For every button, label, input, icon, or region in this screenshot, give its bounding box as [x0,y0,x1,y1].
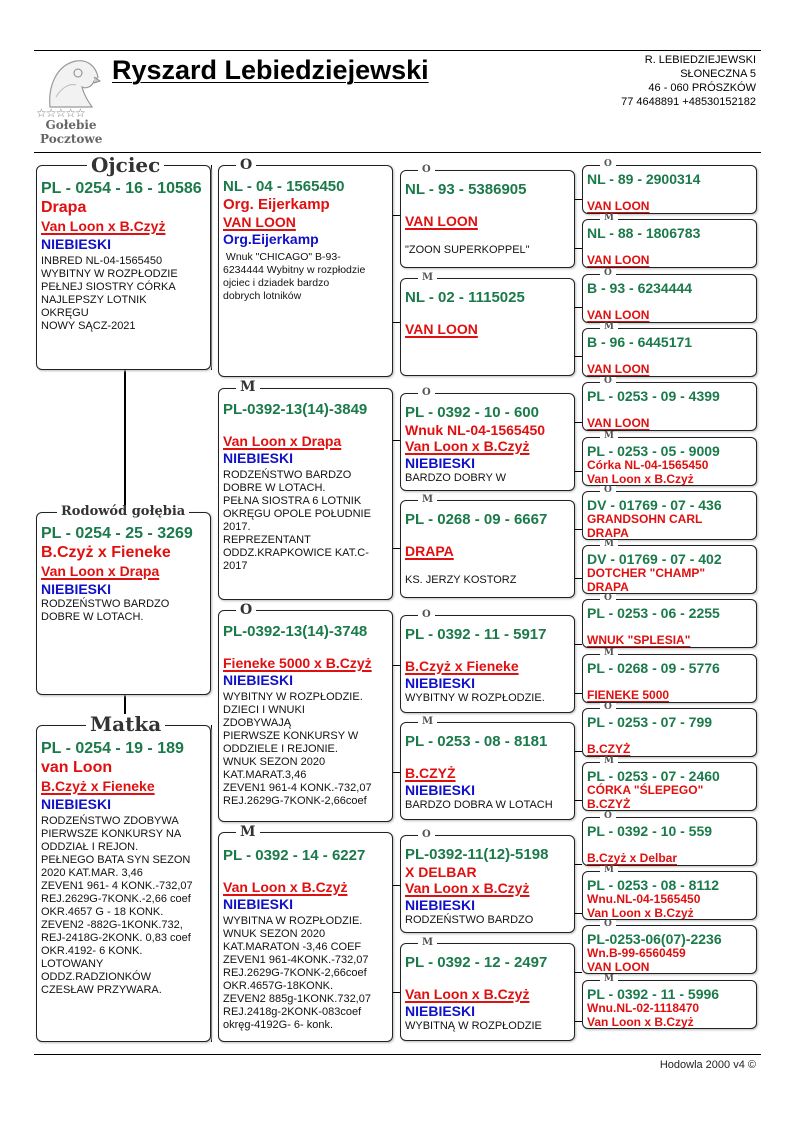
breed: DRAPA [587,526,629,540]
desc-line: ZEVEN2 885g-1KONK.732,07 [223,993,371,1005]
description [223,915,388,1032]
great-grandparent-card[interactable] [400,500,575,598]
sire-label: O [600,377,616,386]
desc-line: 2020 KAT.MAR. 3,46 [41,867,143,879]
desc-line: OKR.4657G-18KONK. [223,980,334,992]
desc-line: ZEVEN1 961- 4 KONK.-732,07 [41,880,193,892]
ring-number: PL - 0253 - 08 - 8112 [587,877,720,893]
great-great-grandparent-card[interactable] [582,165,757,214]
ring-number: PL-0392-11(12)-5198 [405,846,549,863]
desc-line: REPREZENTANT [223,534,311,546]
color: NIEBIESKI [405,455,476,471]
description: RODZEŃSTWO BARDZO [405,914,534,926]
software-credit: Hodowla 2000 v4 © [659,1059,756,1071]
mother-ring-number: PL - 0254 - 19 - 189 [41,740,184,757]
desc-line: RODZEŃSTWO ZDOBYWA [41,815,179,827]
great-great-grandparent-card[interactable] [582,654,757,703]
desc-line: REJ.2629G-7KONK-2,66coef [223,795,367,807]
ring-number: PL - 0392 - 10 - 559 [587,823,713,839]
father-breed: Van Loon x B.Czyż [41,218,166,234]
ring-number: B - 96 - 6445171 [587,334,693,350]
pigeon-name: CÓRKA "ŚLEPEGO" [587,783,704,797]
mother-name: van Loon [41,759,113,776]
description: BARDZO DOBRA W LOTACH [405,799,553,811]
breed: Van Loon x B.Czyż [405,880,530,896]
connector [575,972,582,973]
logo-text-line2: Pocztowe [40,132,103,146]
pigeon-breed: Van Loon x Drapa [41,563,160,579]
great-great-grandparent-card[interactable] [582,708,757,757]
breed: DRAPA [587,580,629,594]
address-line: 46 - 060 PRÓSZKÓW [648,82,756,94]
great-great-grandparent-card[interactable] [582,491,757,540]
logo-text [40,118,102,146]
desc-line: OKRĘGU [41,307,89,319]
ring-number: NL - 88 - 1806783 [587,225,701,241]
description: BARDZO DOBRY W [405,472,507,484]
desc-line: CZESŁAW PRZYWARA. [41,984,162,996]
breed: VAN LOON [587,199,650,213]
color: NIEBIESKI [223,450,294,466]
desc-line: OKR.4657 G - 18 KONK. [41,906,164,918]
desc-line: PEŁNEJ SIOSTRY CÓRKA [41,281,176,293]
ring-number: PL - 0392 - 11 - 5996 [587,986,720,1002]
mother-color: NIEBIESKI [41,796,112,812]
mother-breed: B.Czyż x Fieneke [41,778,155,794]
desc-line: dobrych lotników [223,290,302,302]
sire-label: O [600,269,616,278]
pigeon-description: RODZEŃSTWO BARDZO DOBRE W LOTACH. [41,598,170,623]
ring-number: PL - 0392 - 14 - 6227 [223,847,366,864]
desc-line: LOTOWANY [41,958,104,970]
sire-label: O [600,812,616,821]
great-great-grandparent-card[interactable] [582,437,757,486]
color: NIEBIESKI [223,896,294,912]
color: NIEBIESKI [405,897,476,913]
connector [393,772,400,773]
pigeon-ring-number: PL - 0254 - 25 - 3269 [41,525,193,542]
desc-line: ZEVEN2 -882G-1KONK.732, [41,919,183,931]
ring-number: PL - 0392 - 11 - 5917 [405,626,547,643]
sire-label: O [418,830,435,840]
great-grandparent-card[interactable] [400,278,575,376]
description [223,251,388,303]
ring-number: PL-0253-06(07)-2236 [587,931,722,947]
father-name: Drapa [41,199,87,216]
desc-line: WNUK SEZON 2020 [223,756,326,768]
desc-line: Wnuk "CHICAGO" B-93- [223,251,341,263]
father-color: NIEBIESKI [41,236,112,252]
description: KS. JERZY KOSTORZ [405,574,517,586]
desc-line: 6234444 Wybitny w rozpłodzie [223,264,366,276]
mother-card[interactable] [36,725,211,1042]
desc-line: ojciec i dziadek bardzo [223,277,330,289]
connector [211,725,212,1042]
dam-label: M [236,380,260,394]
great-grandparent-card[interactable] [400,393,575,491]
desc-line: REJ-2418G-2KONK. 0,83 coef [41,932,191,944]
ring-number: PL-0392-13(14)-3849 [223,401,368,418]
father-description [41,255,206,333]
connector [575,356,582,357]
footer-rule [34,1054,761,1055]
color: NIEBIESKI [405,675,476,691]
connector [575,693,582,694]
great-great-grandparent-card[interactable] [582,328,757,377]
great-great-grandparent-card[interactable] [582,219,757,268]
ring-number: PL - 0268 - 09 - 5776 [587,660,720,676]
mother-label: Matka [86,714,165,734]
breeder-address [621,53,756,109]
pigeon-name: X DELBAR [405,864,477,880]
father-ring-number: PL - 0254 - 16 - 10586 [41,180,202,197]
color: NIEBIESKI [405,1003,476,1019]
breed: VAN LOON [405,321,478,337]
breed: Van Loon x B.Czyż [405,986,530,1002]
connector [575,800,582,801]
desc-line: WYBITNA W ROZPŁODZIE. [223,915,363,927]
color: NIEBIESKI [405,782,476,798]
desc-line: OKRĘGU OPOLE POŁUDNIE [223,508,371,520]
great-grandparent-card[interactable] [400,722,575,820]
connector [575,471,582,472]
ring-number: B - 93 - 6234444 [587,280,693,296]
ring-number: NL - 04 - 1565450 [223,178,345,195]
desc-line: WYBITNY W ROZPŁODZIE. [223,691,363,703]
desc-line: DZIECI I WNUKI [223,704,305,716]
grandsire-paternal-card[interactable] [218,165,393,377]
dam-label: M [236,825,260,839]
sire-label: O [236,603,256,617]
desc-line: KAT.MARAT.3,46 [223,769,307,781]
description [223,691,388,808]
breed: Van Loon x B.Czyż [405,438,530,454]
breed: FIENEKE 5000 [587,688,670,702]
connector [575,578,582,579]
sire-label: O [236,158,256,172]
desc-line: PEŁNEGO BATA SYN SEZON [41,854,191,866]
pigeon-name: Córka NL-04-1565450 [587,458,709,472]
connector [575,1021,582,1022]
dam-label: M [600,649,618,658]
great-great-grandparent-card[interactable] [582,871,757,920]
desc-line: OKR.4192- 6 KONK. [41,945,143,957]
sire-label: O [418,165,435,175]
mother-description [41,815,206,997]
ring-number: PL - 0253 - 08 - 8181 [405,733,548,750]
desc-line: PIERWSZE KONKURSY NA [41,828,182,840]
desc-line: ODDZ.KRAPKOWICE KAT.C- [223,547,369,559]
connector [124,370,126,512]
breed: B.CZYŻ [587,797,631,811]
father-label: Ojciec [87,155,164,175]
desc-line: ODDZIELE I REJONIE. [223,743,338,755]
pigeon-name: Wnuk NL-04-1565450 [405,422,546,438]
breed: B.CZYŻ [405,765,456,781]
dam-label: M [600,432,618,441]
connector [575,199,582,200]
dam-label: M [418,938,437,948]
connector [575,644,582,645]
desc-line: REJ.2418g-2KONK-083coef [223,1006,362,1018]
desc-line: ZEVEN1 961-4KONK.-732,07 [223,954,369,966]
desc-line: ZDOBYWAJĄ [223,717,292,729]
ring-number: PL - 0253 - 07 - 799 [587,714,713,730]
description: WYBITNY W ROZPŁODZIE. [405,692,545,704]
pigeon-head-icon [42,57,102,109]
sire-label: O [418,388,435,398]
desc-line: NAJLEPSZY LOTNIK [41,294,147,306]
breed: VAN LOON [587,253,650,267]
desc-line: ODDZ.RADZIONKÓW [41,971,151,983]
sire-label: O [600,594,616,603]
great-grandparent-card[interactable] [400,615,575,713]
great-grandparent-card[interactable] [400,943,575,1041]
breed: B.CZYŻ [587,742,631,756]
pigeon-name: B.Czyż x Fieneke [41,544,171,561]
great-great-grandparent-card[interactable] [582,599,757,648]
desc-line: REJ.2629G-7KONK.-2,66 coef [41,893,191,905]
desc-line: ZEVEN1 961-4 KONK.-732,07 [223,782,372,794]
description: WYBITNĄ W ROZPŁODZIE [405,1020,542,1032]
ring-number: PL - 0253 - 09 - 4399 [587,388,720,404]
pigeon-name: Wn.B-99-6560459 [587,946,686,960]
connector [575,529,582,530]
sire-label: O [418,610,435,620]
desc-line: okręg-4192G- 6- konk. [223,1019,334,1031]
dam-label: M [600,975,618,984]
breed: VAN LOON [587,308,650,322]
dam-label: M [600,540,618,549]
connector [575,913,582,914]
desc-line: 2017 [223,560,248,572]
great-great-grandparent-card[interactable] [582,980,757,1029]
desc-line: 2017. [223,521,251,533]
pigeon-label: Rodowód gołębia [57,505,189,518]
description [223,469,388,573]
desc-line: PIERWSZE KONKURSY W [223,730,359,742]
desc-line: INBRED NL-04-1565450 [41,255,163,267]
desc-line: RODZEŃSTWO BARDZO [223,469,352,481]
great-great-grandparent-card[interactable] [582,925,757,974]
dam-label: M [418,273,437,283]
ring-number: DV - 01769 - 07 - 402 [587,551,722,567]
dam-label: M [600,866,618,875]
breeder-title: Ryszard Lebiedziejewski [112,55,429,85]
connector [393,992,400,993]
granddam-paternal-card[interactable] [218,388,393,600]
desc-line: NOWY SĄCZ-2021 [41,320,136,332]
description: "ZOON SUPERKOPPEL" [405,244,530,256]
desc-line: REJ.2629G-7KONK-2,66coef [223,967,367,979]
breed: Van Loon x B.Czyż [223,879,348,895]
connector [393,440,400,441]
breed: VAN LOON [405,213,478,229]
breed: Van Loon x B.Czyż [587,906,694,920]
ring-number: PL - 0253 - 07 - 2460 [587,768,720,784]
desc-line: DOBRE W LOTACH. [223,482,326,494]
desc-line: WYBITNY W ROZPŁODZIE [41,268,178,280]
address-line: SŁONECZNA 5 [680,68,756,80]
breed: Van Loon x Drapa [223,433,342,449]
great-great-grandparent-card[interactable] [582,274,757,323]
ring-number: PL - 0253 - 05 - 9009 [587,443,720,459]
ring-number: PL - 0253 - 06 - 2255 [587,605,720,621]
address-line: 77 4648891 +48530152182 [621,96,756,108]
great-great-grandparent-card[interactable] [582,382,757,431]
sire-label: O [600,486,616,495]
connector [575,248,582,249]
great-great-grandparent-card[interactable] [582,545,757,594]
breed: B.Czyż x Fieneke [405,658,519,674]
pigeon-name: Wnu.NL-04-1565450 [587,892,701,906]
breed: VAN LOON [223,214,296,230]
breed: VAN LOON [587,960,650,974]
pigeon-name: Org. Eijerkamp [223,196,330,213]
dam-label: M [418,717,437,727]
pigeon-name: DOTCHER "CHAMP" [587,566,706,580]
breed: VAN LOON [587,416,650,430]
dam-label: M [600,323,618,332]
connector [393,665,400,666]
dam-label: M [418,495,437,505]
breed: Fieneke 5000 x B.Czyż [223,655,372,671]
granddam-maternal-card[interactable] [218,832,393,1042]
logo-stars: ☆☆☆☆☆ [36,106,85,120]
sire-label: O [600,920,616,929]
connector [575,864,582,865]
breed: B.Czyż x Delbar [587,851,678,865]
ring-number: NL - 89 - 2900314 [587,171,701,187]
pigeon-name: GRANDSOHN CARL [587,512,703,526]
connector [575,751,582,752]
desc-line: WNUK SEZON 2020 [223,928,326,940]
ring-number: NL - 02 - 1115025 [405,289,525,306]
great-great-grandparent-card[interactable] [582,762,757,811]
color: NIEBIESKI [223,672,294,688]
ring-number: PL - 0268 - 09 - 6667 [405,511,548,528]
desc-line: KAT.MARATON -3,46 COEF [223,941,362,953]
sire-label: O [600,160,616,169]
great-grandparent-card[interactable] [400,835,575,933]
father-card[interactable] [36,165,211,370]
logo-text-line1: Gołebie [45,118,97,132]
ring-number: PL - 0392 - 10 - 600 [405,404,539,421]
connector [393,322,400,323]
grandsire-maternal-card[interactable] [218,610,393,822]
breed: Van Loon x B.Czyż [587,472,694,486]
connector [211,165,212,370]
desc-line: ODDZIAŁ I REJON. [41,841,139,853]
dam-label: M [600,757,618,766]
ring-number: PL - 0392 - 12 - 2497 [405,954,548,971]
address-line: R. LEBIEDZIEJEWSKI [644,54,756,66]
connector [575,422,582,423]
pigeon-color: NIEBIESKI [41,581,112,597]
connector [575,307,582,308]
connector [393,548,400,549]
breed: DRAPA [405,543,454,559]
pigeon-card[interactable] [36,512,211,695]
great-grandparent-card[interactable] [400,170,575,268]
ring-number: DV - 01769 - 07 - 436 [587,497,722,513]
breed: WNUK "SPLESIA" [587,633,691,647]
connector [393,885,400,886]
pigeon-name: Wnu.NL-02-1118470 [587,1001,700,1015]
desc-line: PEŁNA SIOSTRA 6 LOTNIK [223,495,362,507]
great-great-grandparent-card[interactable] [582,817,757,866]
top-rule [34,50,761,51]
ring-number: NL - 93 - 5386905 [405,181,527,198]
sire-label: O [600,703,616,712]
color: Org.Eijerkamp [223,231,319,247]
connector [393,215,400,216]
dam-label: M [600,214,618,223]
breed: Van Loon x B.Czyż [587,1015,694,1029]
logo [34,55,110,147]
breed: VAN LOON [587,362,650,376]
ring-number: PL-0392-13(14)-3748 [223,623,368,640]
